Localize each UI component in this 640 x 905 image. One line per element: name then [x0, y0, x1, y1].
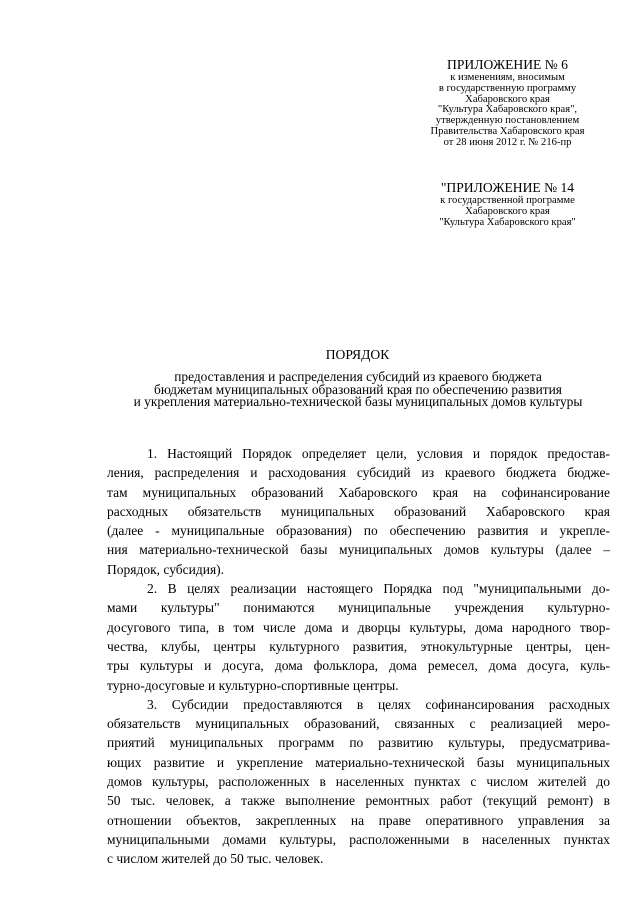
document-subtitle: [106, 371, 610, 409]
document-body: [107, 444, 610, 869]
paragraph-line: Порядок, субсидия).: [107, 561, 225, 577]
paragraph-line: приятий муниципальных программ по развитию культуры, предусматрива-: [107, 735, 610, 751]
paragraph-line: ния материально-технической базы муниципальных домов культуры (далее –: [107, 542, 610, 558]
paragraph-line: турно-досуговые и культурно-спортивные центры.: [107, 677, 399, 693]
paragraph-line: досугового типа, в том числе дома и дворцы культуры, дома народного твор-: [107, 619, 610, 635]
paragraph-line: тры культуры и досуга, дома фольклора, дома ремесел, дома досуга, куль-: [107, 658, 610, 674]
appendix-6-header: [405, 58, 610, 149]
paragraph-line: обязательств муниципальных образований, связанных с реализацией меро-: [107, 716, 610, 732]
document-title: ПОРЯДОК: [325, 347, 390, 362]
paragraph-line: с числом жителей до 50 тыс. человек.: [107, 851, 324, 867]
appendix-14-line: Хабаровского края: [465, 205, 550, 217]
appendix-6-line: в государственную программу: [438, 82, 577, 94]
appendix-6-title: ПРИЛОЖЕНИЕ № 6: [447, 57, 568, 72]
paragraph-line: 1. Настоящий Порядок определяет цели, условия и порядок предостав-: [147, 446, 610, 461]
paragraph-1: [107, 444, 610, 579]
appendix-6-line: от 28 июня 2012 г. № 216-пр: [443, 136, 572, 148]
paragraph-line: расходных обязательств муниципальных образований Хабаровского края: [107, 503, 610, 519]
paragraph-line: мами культуры" понимаются муниципальные учреждения культурно-: [107, 600, 610, 616]
appendix-6-line: к изменениям, вносимым: [450, 72, 565, 83]
paragraph-line: ления, распределения и расходования субсидий из краевого бюджета бюдже-: [107, 465, 610, 481]
paragraph-line: домов культуры, расположенных в населенных пунктах с числом жителей до: [107, 774, 610, 790]
paragraph-line: (далее - муниципальные образования) по обеспечению развития и укрепле-: [107, 523, 610, 539]
appendix-6-line: Правительства Хабаровского края: [430, 125, 585, 137]
appendix-14-header: [405, 181, 610, 228]
paragraph-line: муниципальными домами культуры, расположенными в населенных пунктах: [107, 831, 610, 847]
paragraph-line: там муниципальных образований Хабаровского края на софинансирование: [107, 484, 610, 500]
paragraph-line: 50 тыс. человек, а также выполнение ремонтных работ (текущий ремонт) в: [107, 793, 610, 809]
paragraph-3: [107, 695, 610, 869]
paragraph-line: ющих развитие и укрепление материально-технической базы муниципальных: [107, 754, 610, 770]
paragraph-line: чества, клубы, центры культурного развития, этнокультурные центры, цен-: [107, 638, 610, 654]
appendix-6-line: утвержденную постановлением: [435, 115, 580, 127]
paragraph-line: 2. В целях реализации настоящего Порядка под "муниципальными до-: [147, 581, 610, 597]
appendix-14-line: к государственной программе: [440, 195, 575, 206]
appendix-6-line: "Культура Хабаровского края",: [437, 104, 578, 116]
subtitle-line: бюджетам муниципальных образований края по обеспечению развития: [154, 381, 562, 397]
subtitle-line: и укрепления материально-технической базы муниципальных домов культуры: [133, 394, 583, 410]
appendix-14-line: "Культура Хабаровского края": [439, 216, 576, 228]
paragraph-2: [107, 579, 610, 695]
paragraph-line: отношении объектов, закрепленных на праве оперативного управления за: [107, 812, 610, 828]
appendix-14-title: "ПРИЛОЖЕНИЕ № 14: [440, 180, 575, 195]
paragraph-line: 3. Субсидии предоставляются в целях софинансирования расходных: [147, 696, 610, 712]
subtitle-line: предоставления и распределения субсидий из краевого бюджета: [174, 369, 542, 384]
appendix-6-line: Хабаровского края: [465, 93, 550, 105]
